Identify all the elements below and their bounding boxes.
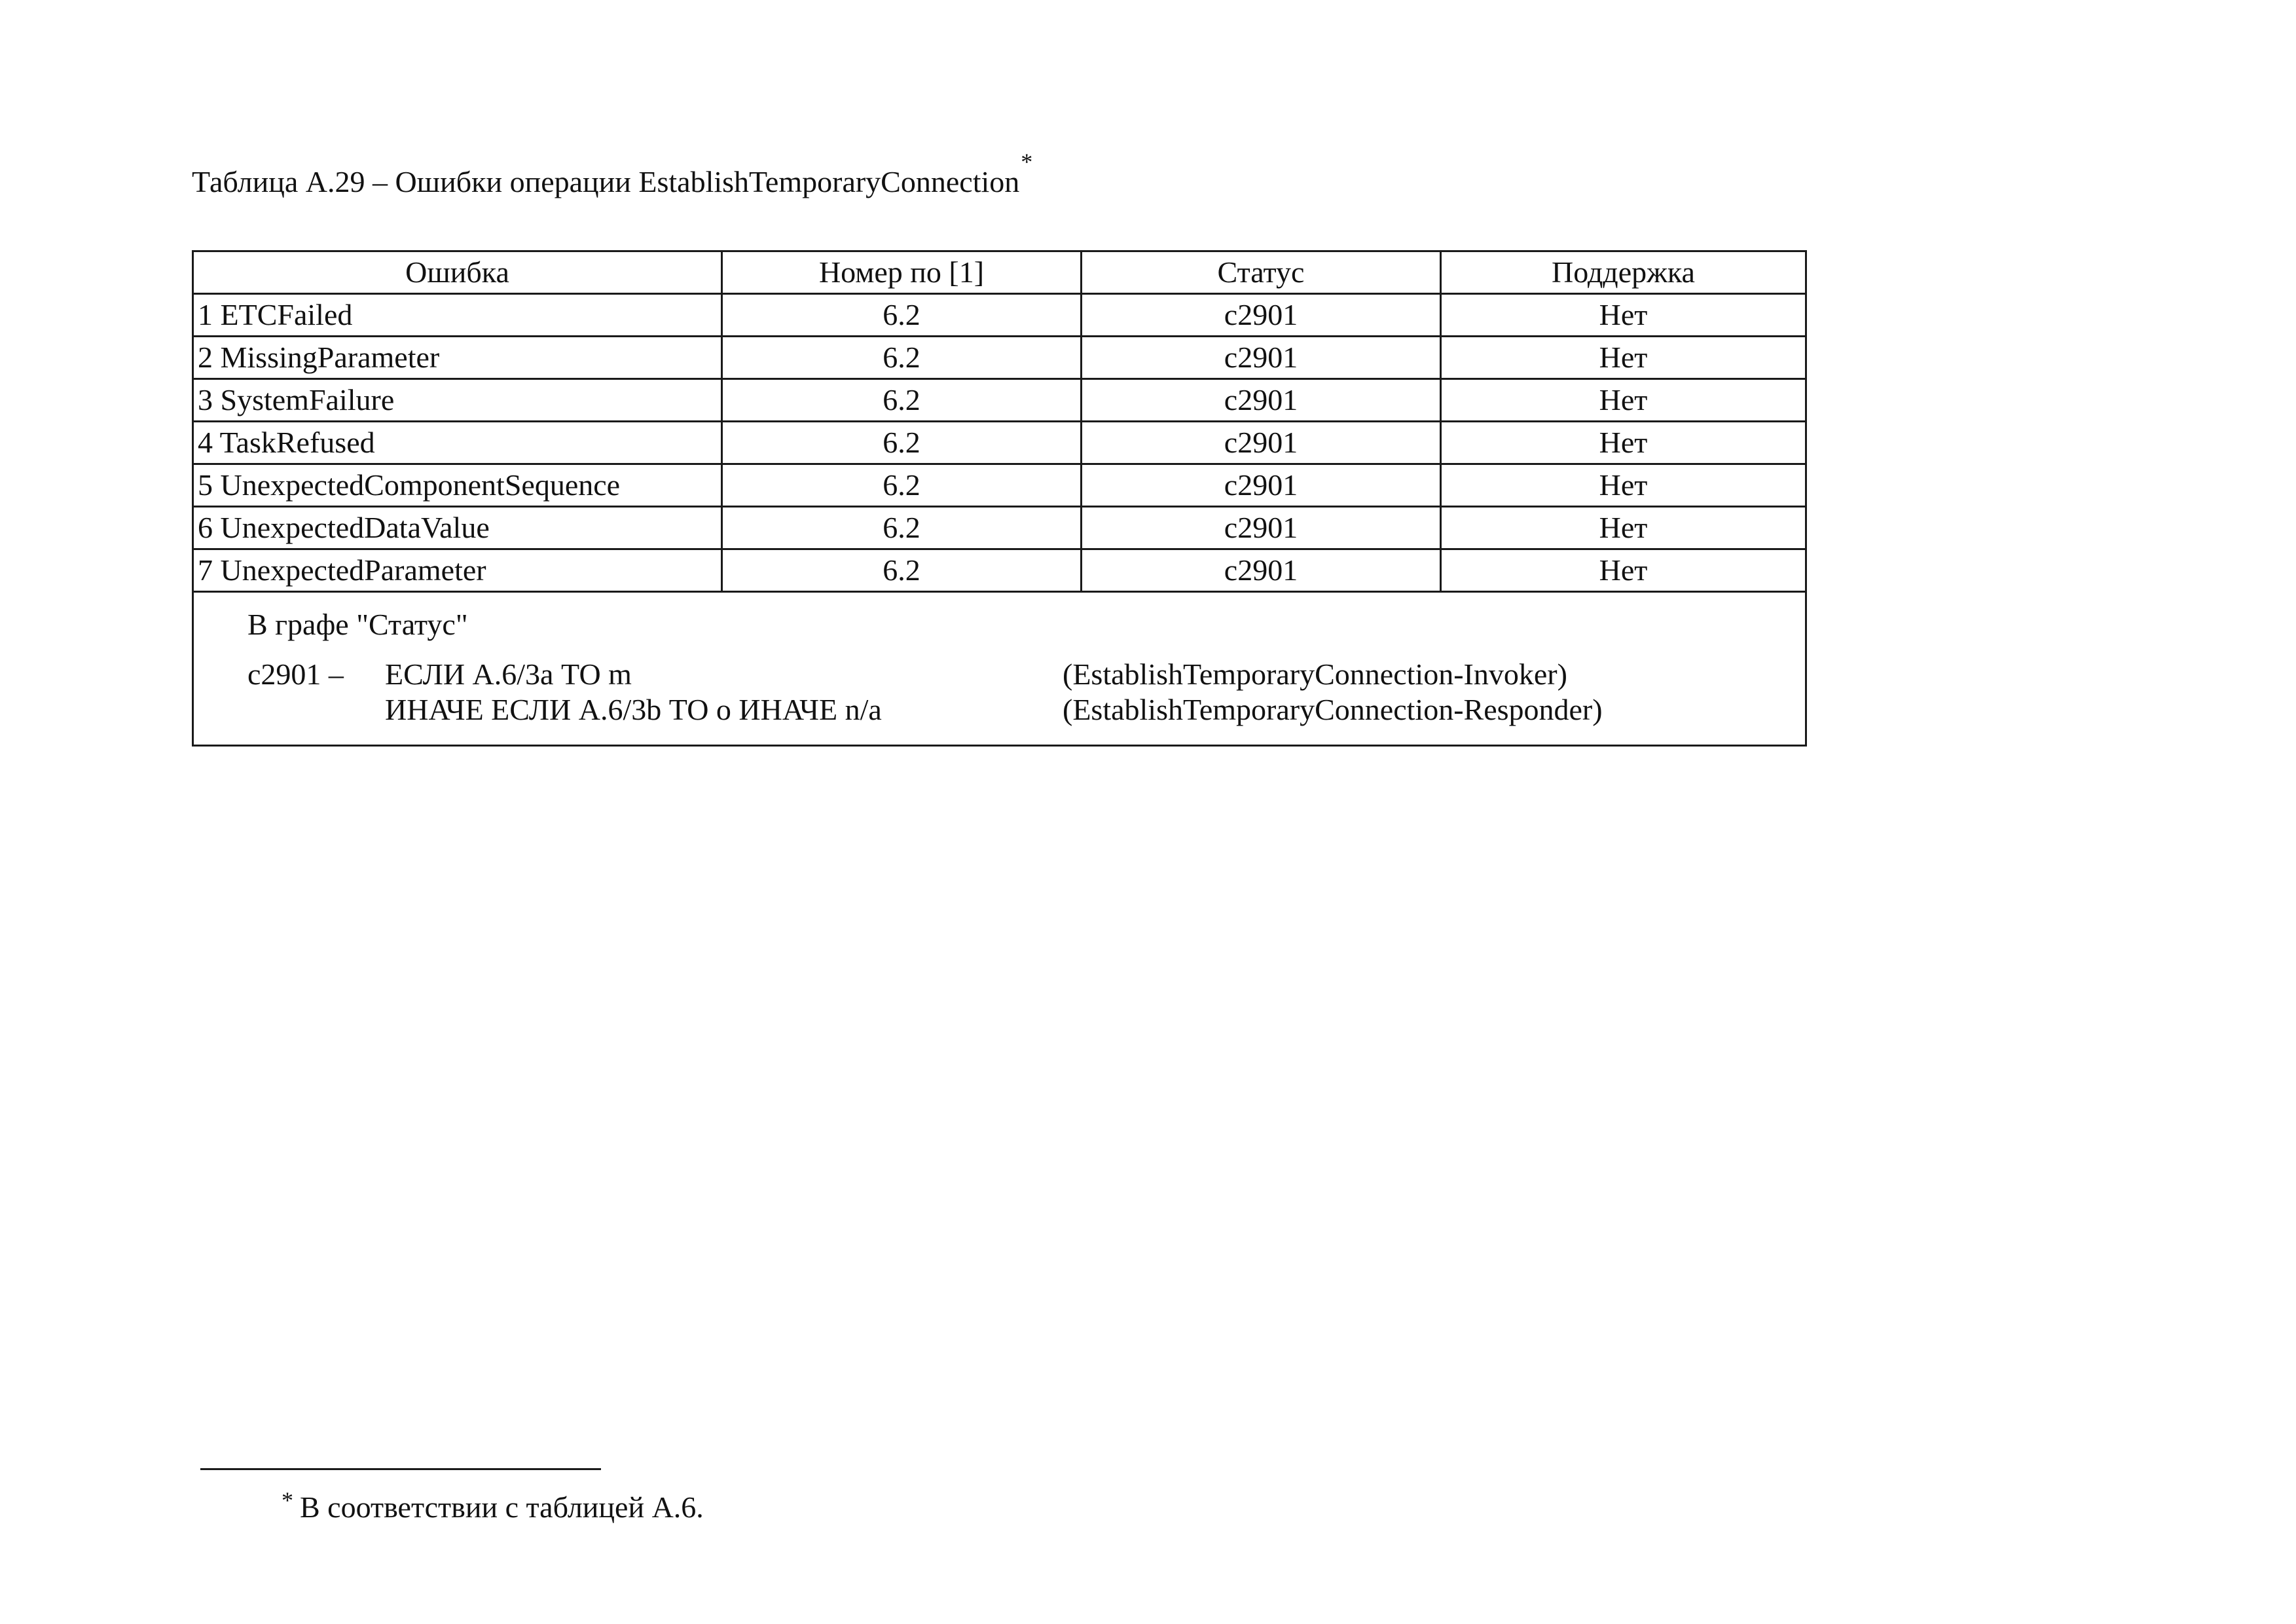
cell-status: c2901 xyxy=(1082,337,1441,379)
cell-support: Нет xyxy=(1441,294,1806,337)
table-caption xyxy=(192,149,1033,204)
header-status: Статус xyxy=(1082,251,1441,294)
cell-number: 6.2 xyxy=(722,422,1082,464)
cell-support: Нет xyxy=(1441,549,1806,592)
cell-status: c2901 xyxy=(1082,464,1441,507)
cell-support: Нет xyxy=(1441,464,1806,507)
notes-role: (EstablishTemporaryConnection-Responder) xyxy=(1063,693,1603,726)
notes-code: c2901 – xyxy=(247,657,344,691)
notes-code-spacer xyxy=(247,692,385,728)
cell-error: 6 UnexpectedDataValue xyxy=(193,507,722,549)
table-row xyxy=(193,379,1806,422)
cell-error: 4 TaskRefused xyxy=(193,422,722,464)
table-header-row xyxy=(193,251,1806,294)
table-notes-row xyxy=(193,592,1806,746)
cell-error: 7 UnexpectedParameter xyxy=(193,549,722,592)
footnote-reference-mark: * xyxy=(1021,149,1033,175)
cell-error: 2 MissingParameter xyxy=(193,337,722,379)
notes-title: В графе "Статус" xyxy=(247,608,468,641)
cell-number: 6.2 xyxy=(722,549,1082,592)
table-row xyxy=(193,337,1806,379)
table-row xyxy=(193,549,1806,592)
table-row xyxy=(193,294,1806,337)
errors-table xyxy=(192,250,1807,747)
cell-error: 1 ETCFailed xyxy=(193,294,722,337)
cell-number: 6.2 xyxy=(722,379,1082,422)
notes-grid xyxy=(247,657,1805,728)
cell-support: Нет xyxy=(1441,379,1806,422)
notes-condition: ИНАЧЕ ЕСЛИ А.6/3b ТО o ИНАЧЕ n/a xyxy=(385,693,882,726)
footnote-divider xyxy=(200,1468,601,1470)
header-support: Поддержка xyxy=(1441,251,1806,294)
notes-condition: ЕСЛИ А.6/3a ТО m xyxy=(385,657,632,691)
header-error: Ошибка xyxy=(193,251,722,294)
table-row xyxy=(193,507,1806,549)
cell-status: c2901 xyxy=(1082,422,1441,464)
footnote xyxy=(282,1488,704,1529)
cell-error: 3 SystemFailure xyxy=(193,379,722,422)
cell-support: Нет xyxy=(1441,507,1806,549)
cell-number: 6.2 xyxy=(722,464,1082,507)
status-notes xyxy=(193,592,1806,746)
table-row xyxy=(193,464,1806,507)
table-caption-text: Таблица А.29 – Ошибки операции EstablishTemporaryConnection xyxy=(192,165,1020,198)
cell-error: 5 UnexpectedComponentSequence xyxy=(193,464,722,507)
cell-support: Нет xyxy=(1441,422,1806,464)
footnote-text: В соответствии с таблицей А.6. xyxy=(300,1490,704,1524)
cell-number: 6.2 xyxy=(722,507,1082,549)
cell-status: c2901 xyxy=(1082,379,1441,422)
notes-role: (EstablishTemporaryConnection-Invoker) xyxy=(1063,657,1567,691)
cell-status: c2901 xyxy=(1082,549,1441,592)
cell-number: 6.2 xyxy=(722,337,1082,379)
footnote-mark: * xyxy=(282,1487,293,1513)
header-number: Номер по [1] xyxy=(722,251,1082,294)
table-row xyxy=(193,422,1806,464)
cell-status: c2901 xyxy=(1082,294,1441,337)
cell-support: Нет xyxy=(1441,337,1806,379)
cell-status: c2901 xyxy=(1082,507,1441,549)
cell-number: 6.2 xyxy=(722,294,1082,337)
